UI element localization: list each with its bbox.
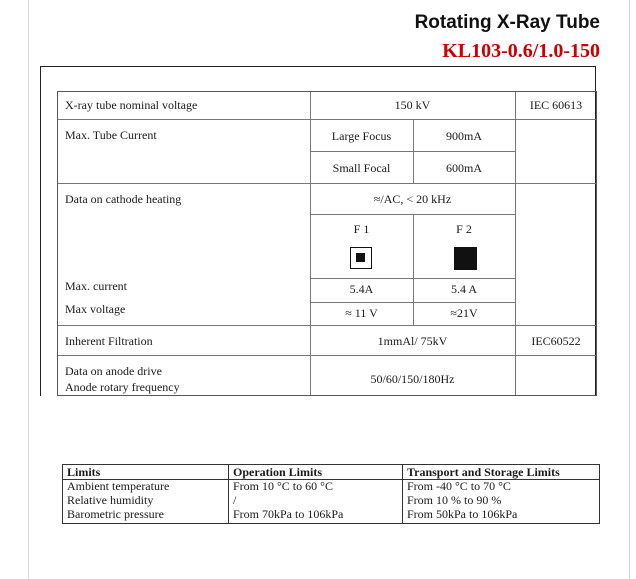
f1-label: F 1: [353, 222, 370, 236]
spec-table: [57, 91, 597, 396]
table-row-operation: /: [233, 493, 237, 507]
small-focal-value: 600mA: [446, 161, 482, 175]
table-row-storage: From -40 °C to 70 °C: [407, 479, 511, 493]
anode-frequency-label: Anode rotary frequency: [65, 380, 180, 394]
operation-limits-header: Operation Limits: [233, 465, 322, 479]
anode-frequency-value: 50/60/150/180Hz: [370, 372, 455, 386]
f2-label: F 2: [456, 222, 472, 236]
table-row-operation: From 10 °C to 60 °C: [233, 479, 333, 493]
limits-col-divider: [402, 465, 403, 523]
max-current-label: Max. current: [65, 279, 127, 293]
left-frame-line: [40, 66, 41, 396]
header-rule: [40, 66, 596, 67]
f2-voltage-value: ≈21V: [450, 306, 478, 320]
max-voltage-label: Max voltage: [65, 302, 126, 316]
anode-drive-label: Data on anode drive: [65, 364, 162, 378]
filtration-label: Inherent Filtration: [65, 334, 153, 348]
table-row-storage: From 10 % to 90 %: [407, 493, 502, 507]
filtration-value: 1mmAl/ 75kV: [377, 334, 448, 348]
table-row-label: Ambient temperature: [67, 479, 170, 493]
nominal-voltage-label: X-ray tube nominal voltage: [65, 98, 198, 112]
filtration-standard: IEC60522: [531, 334, 581, 348]
col-divider: [515, 92, 516, 395]
large-focus-value: 900mA: [446, 129, 482, 143]
table-row-label: Relative humidity: [67, 493, 154, 507]
tube-current-label: Max. Tube Current: [65, 128, 157, 142]
limits-table: [62, 464, 600, 524]
large-focus-label: Large Focus: [331, 129, 392, 143]
cathode-heating-label: Data on cathode heating: [65, 192, 182, 206]
table-row-label: Barometric pressure: [67, 507, 164, 521]
limits-col-divider: [228, 465, 229, 523]
cathode-supply-value: ≈/AC, < 20 kHz: [373, 192, 452, 206]
page-title: Rotating X-Ray Tube: [414, 12, 600, 33]
nominal-voltage-value: 150 kV: [394, 98, 431, 112]
limits-header: Limits: [67, 465, 101, 479]
large-focus-symbol-icon: [454, 247, 477, 270]
f2-current-value: 5.4 A: [450, 282, 477, 296]
model-number: KL103-0.6/1.0-150: [442, 40, 600, 62]
table-row-storage: From 50kPa to 106kPa: [407, 507, 518, 521]
f1-voltage-value: ≈ 11 V: [345, 306, 378, 320]
nominal-voltage-standard: IEC 60613: [529, 98, 583, 112]
f1-current-value: 5.4A: [349, 282, 374, 296]
table-row-operation: From 70kPa to 106kPa: [233, 507, 344, 521]
small-focus-symbol-icon: [350, 247, 372, 269]
storage-limits-header: Transport and Storage Limits: [407, 465, 560, 479]
small-focal-label: Small Focal: [332, 161, 391, 175]
